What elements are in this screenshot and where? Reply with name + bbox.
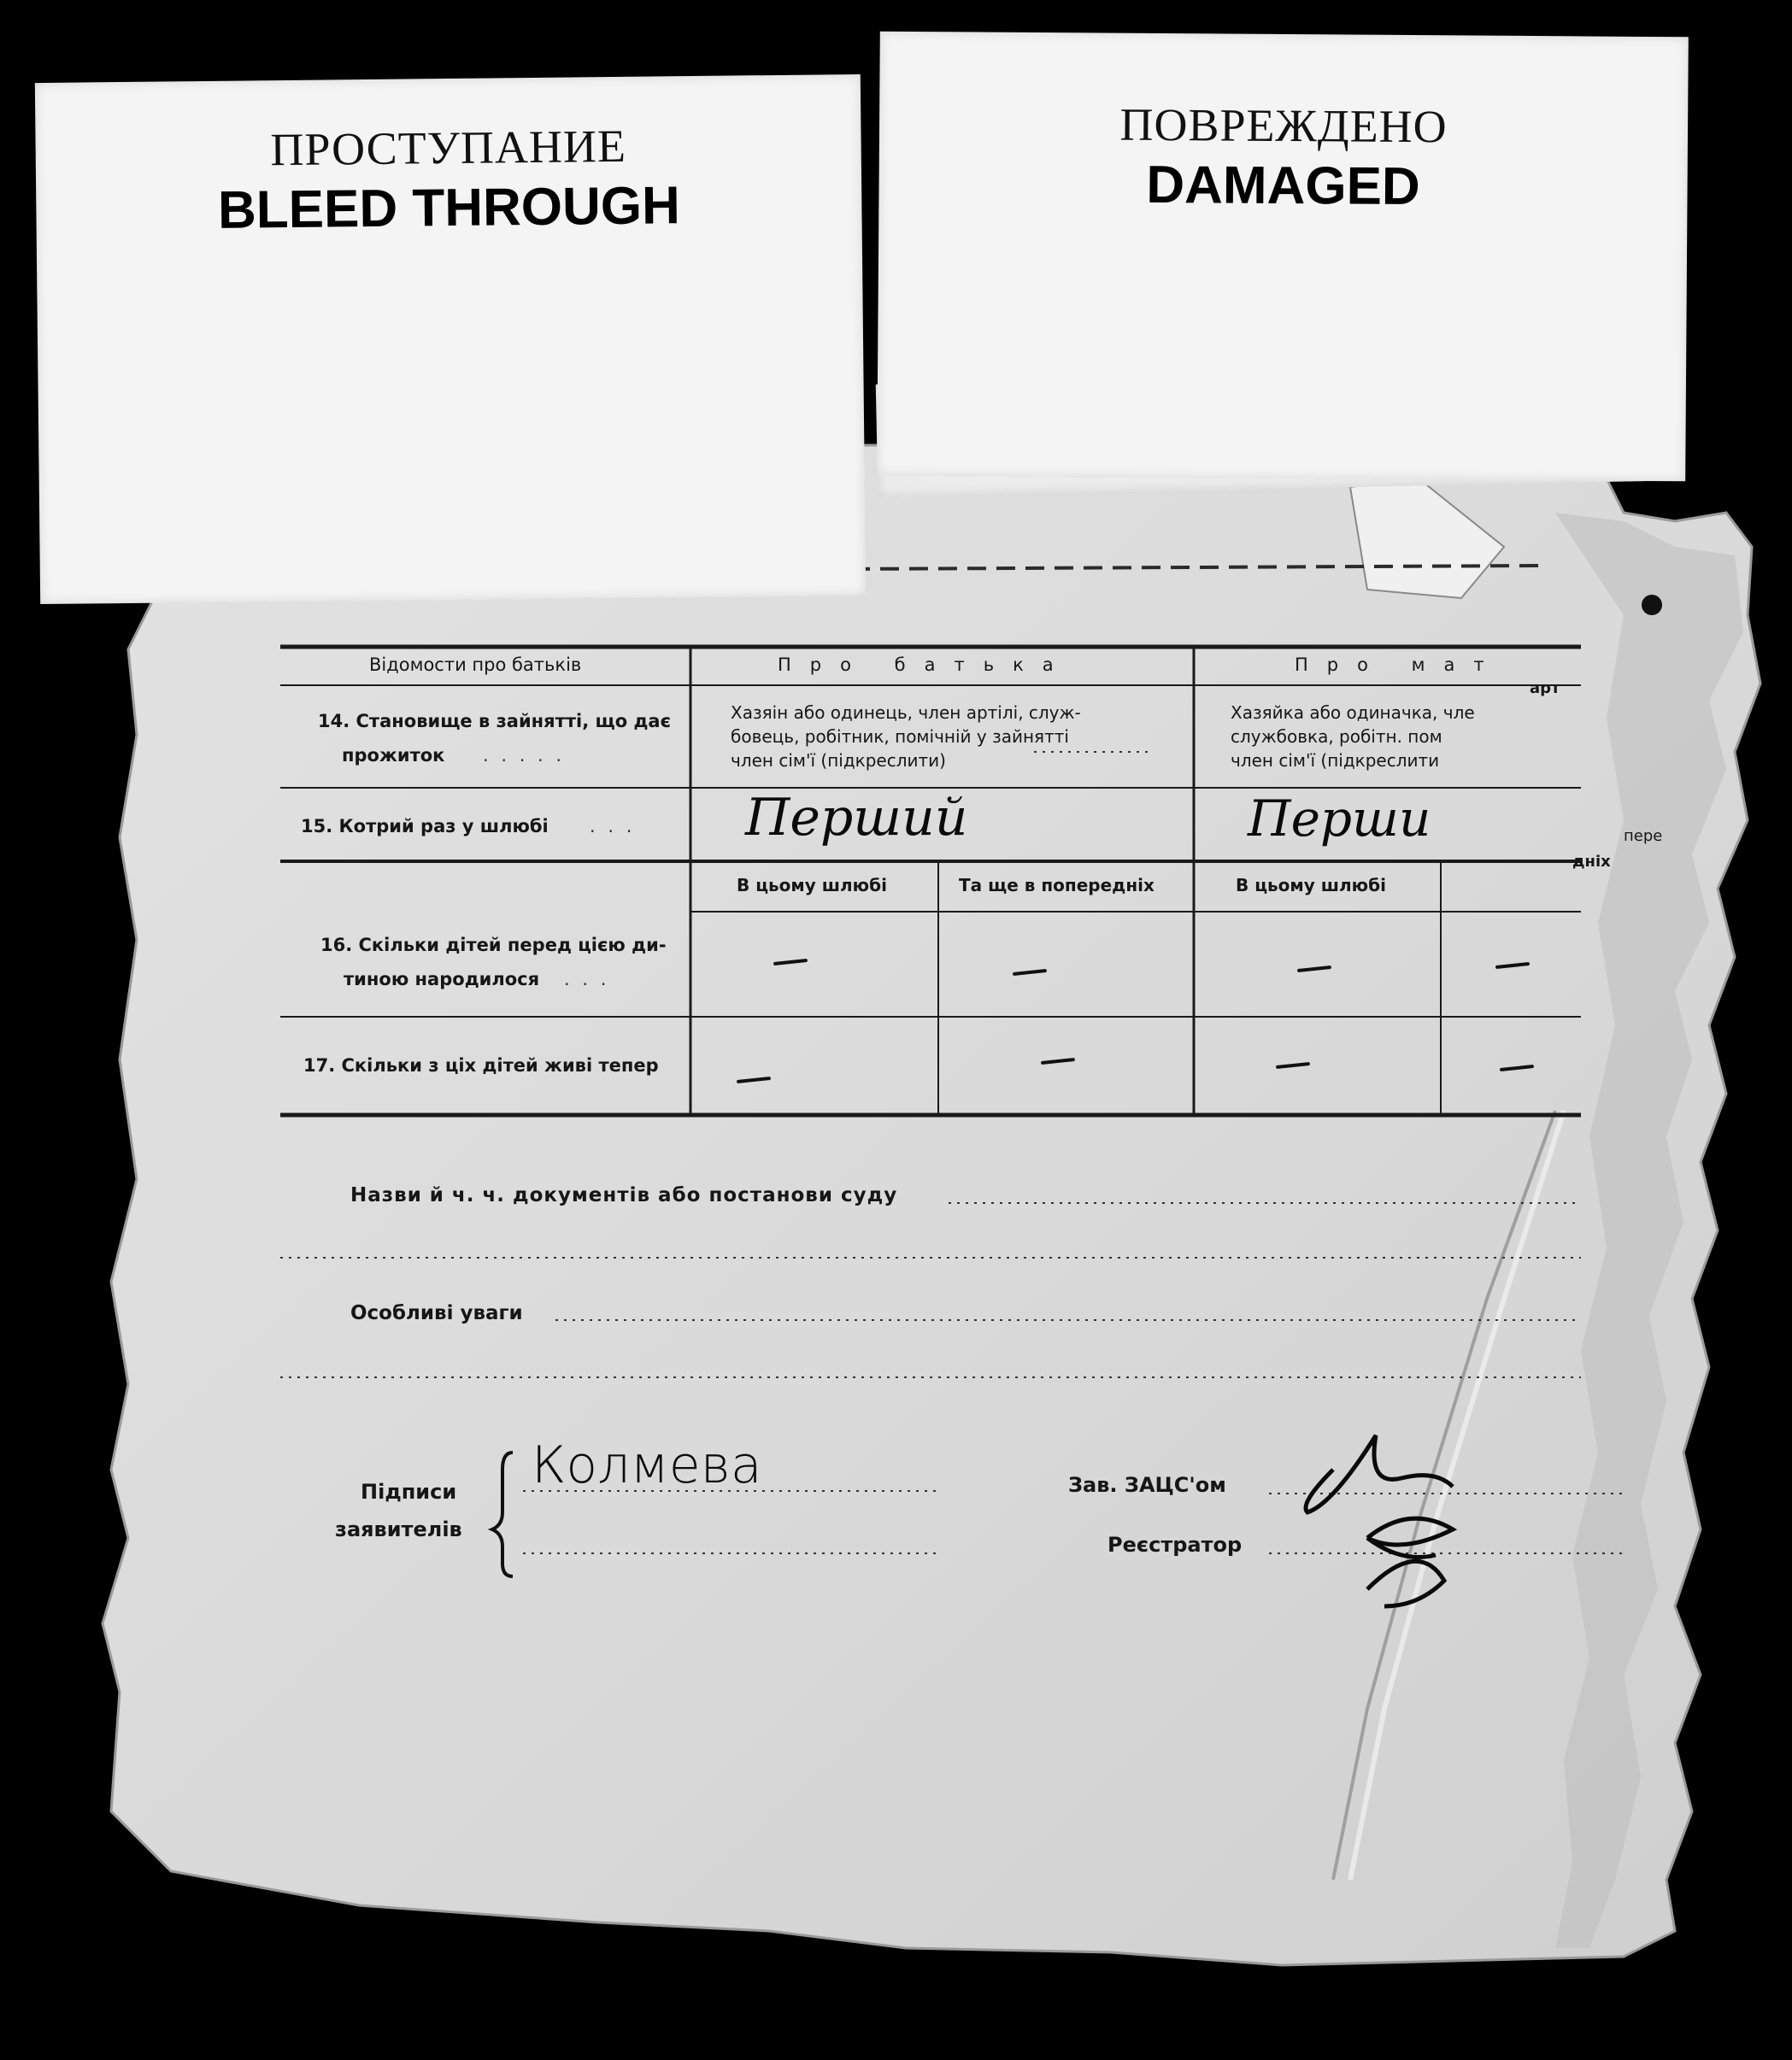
damaged-label-en: DAMAGED [1146, 155, 1420, 217]
side-fragment-2: пере [1624, 827, 1663, 845]
notes-label: Особливі уваги [350, 1302, 523, 1324]
documents-label: Назви й ч. ч. документів або постанови суду [350, 1184, 898, 1206]
row14-father-line2: бовець, робітник, помічній у зайнятті [731, 726, 1069, 747]
bleed-through-label-ru: ПРОСТУПАНИЕ [270, 120, 627, 176]
header-about-mother: Про мат [1295, 654, 1503, 675]
row14-father-line3: член сім'ї (підкреслити) [731, 750, 946, 771]
bleed-through-card [35, 74, 866, 604]
row15-leader: . . . [590, 816, 636, 836]
bleed-through-label-en: BLEED THROUGH [217, 176, 681, 240]
subheader-this-marriage-mother: В цьому шлюбі [1236, 875, 1386, 895]
row14-father-line1: Хазяін або одинець, член артілі, служ- [731, 702, 1081, 723]
header-about-father: Про батька [778, 654, 1072, 675]
applicants-label-line1: Підписи [361, 1480, 457, 1504]
row14-mother-line2: службовка, робітн. пом [1231, 726, 1442, 747]
row14-label-line2: прожиток [342, 745, 445, 766]
row16-label-line1: 16. Скільки дітей перед цією ди- [320, 935, 667, 955]
row17-label: 17. Скільки з ціх дітей живі тепер [303, 1055, 659, 1076]
applicants-label-line2: заявителів [335, 1517, 462, 1541]
head-registry-label: Зав. ЗАЦС'ом [1068, 1473, 1226, 1497]
damaged-label-ru: ПОВРЕЖДЕНО [1119, 98, 1448, 153]
row14-leader: . . . . . [483, 745, 566, 766]
applicant-signature: Колмева [532, 1435, 762, 1495]
punch-hole [1642, 595, 1662, 615]
row16-label-line2: тиною народилося [344, 969, 540, 989]
row14-mother-line3: член сім'ї (підкреслити [1231, 750, 1440, 771]
subheader-previous-marriages-father: Та ще в попередніх [959, 875, 1155, 895]
side-fragment-3: дніх [1572, 853, 1611, 871]
row16-leader: . . . [564, 969, 610, 989]
damaged-card [877, 32, 1689, 482]
header-parents-info: Відомости про батьків [369, 654, 582, 675]
registrar-label: Реєстратор [1108, 1533, 1243, 1557]
row15-label: 15. Котрий раз у шлюбі [301, 816, 549, 836]
row14-label-line1: 14. Становище в зайнятті, що дає [318, 711, 672, 731]
side-fragment-1: арт [1530, 679, 1560, 697]
subheader-this-marriage-father: В цьому шлюбі [737, 875, 887, 895]
row15-mother-value: Перши [1248, 789, 1431, 848]
row15-father-value: Перший [745, 788, 968, 848]
row14-mother-line1: Хазяйка або одиначка, чле [1231, 702, 1475, 723]
